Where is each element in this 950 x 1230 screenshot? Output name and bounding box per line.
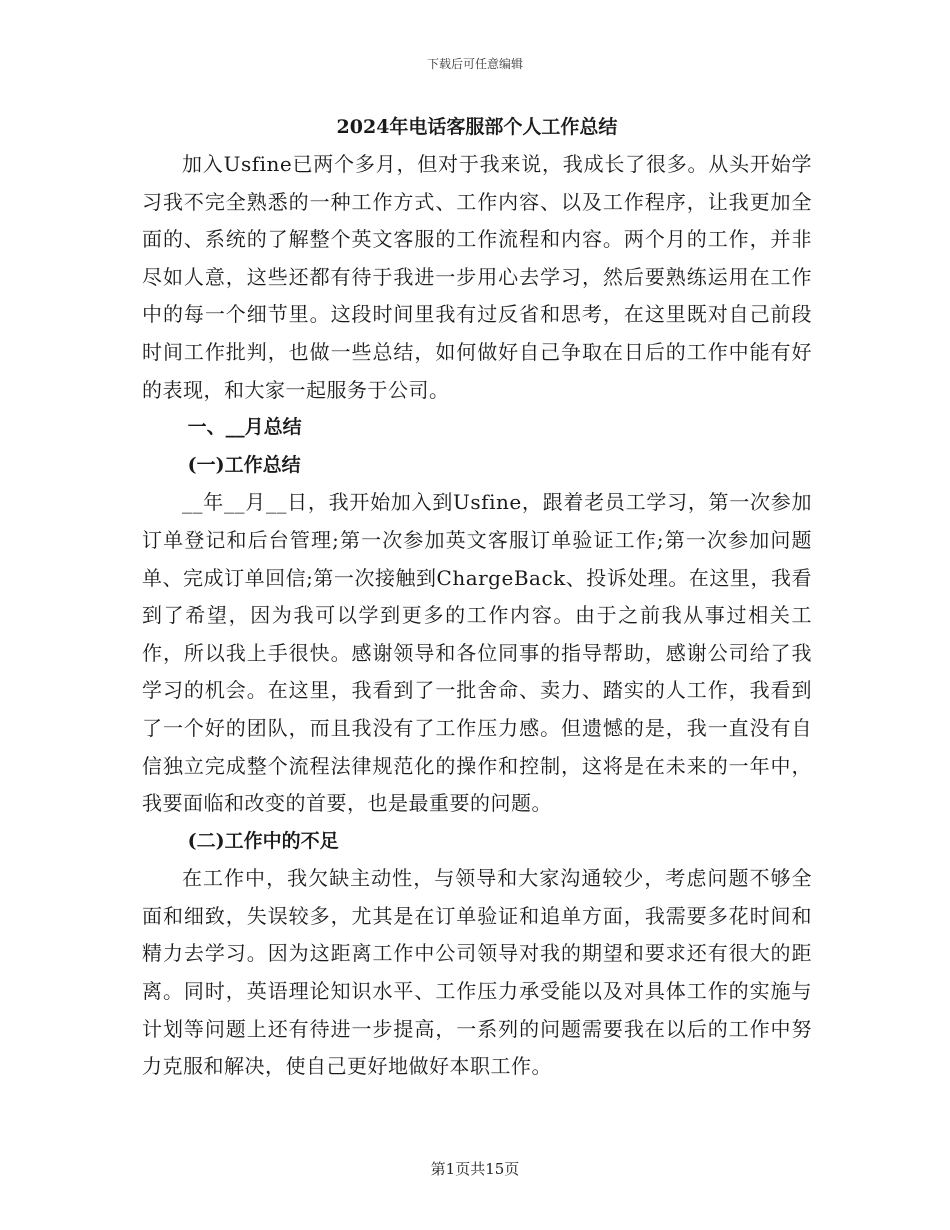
document-body [142, 108, 812, 1086]
shortcomings-paragraph: 在工作中，我欠缺主动性，与领导和大家沟通较少，考虑问题不够全面和细致，失误较多，尤其是在订单验证和追单方面，我需要多花时间和精力去学习。因为这距离工作中公司领导对我的期望和要求还有很大的距离。同时，英语理论知识水平、工作压力承受能以及对具体工作的实施与计划等问题上还有待进一步提高，一系列的问题需要我在以后的工作中努力克服和解决，使自己更好地做好本职工作。 [142, 866, 812, 1079]
document-title: 2024年电话客服部个人工作总结 [336, 116, 618, 138]
subsection-heading-work-summary: (一)工作总结 [187, 453, 301, 476]
subsection-heading-shortcomings: (二)工作中的不足 [187, 829, 339, 852]
intro-paragraph: 加入Usfine已两个多月，但对于我来说，我成长了很多。从头开始学习我不完全熟悉的一种工作方式、工作内容、以及工作程序，让我更加全面的、系统的了解整个英文客服的工作流程和内容。两个月的工作，并非尽如人意，这些还都有待于我进一步用心去学习，然后要熟练运用在工作中的每一个细节里。这段时间里我有过反省和思考，在这里既对自己前段时间工作批判，也做一些总结，如何做好自己争取在日后的工作中能有好的表现，和大家一起服务于公司。 [142, 152, 812, 402]
section-heading-monthly-summary: 一、__月总结 [187, 416, 302, 439]
page-number-footer: 第1页共15页 [430, 1160, 520, 1178]
header-note: 下载后可任意编辑 [426, 57, 523, 71]
work-summary-paragraph: __年__月__日，我开始加入到Usfine，跟着老员工学习，第一次参加订单登记和后台管理;第一次参加英文客服订单验证工作;第一次参加问题单、完成订单回信;第一次接触到ChargeBack、投诉处理。在这里，我看到了希望，因为我可以学到更多的工作内容。由于之前我从事过相关工作，所以我上手很快。感谢领导和各位同事的指导帮助，感谢公司给了我学习的机会。在这里，我看到了一批舍命、卖力、踏实的人工作，我看到了一个好的团队，而且我没有了工作压力感。但遗憾的是，我一直没有自信独立完成整个流程法律规范化的操作和控制，这将是在未来的一年中，我要面临和改变的首要，也是最重要的问题。 [142, 490, 812, 816]
